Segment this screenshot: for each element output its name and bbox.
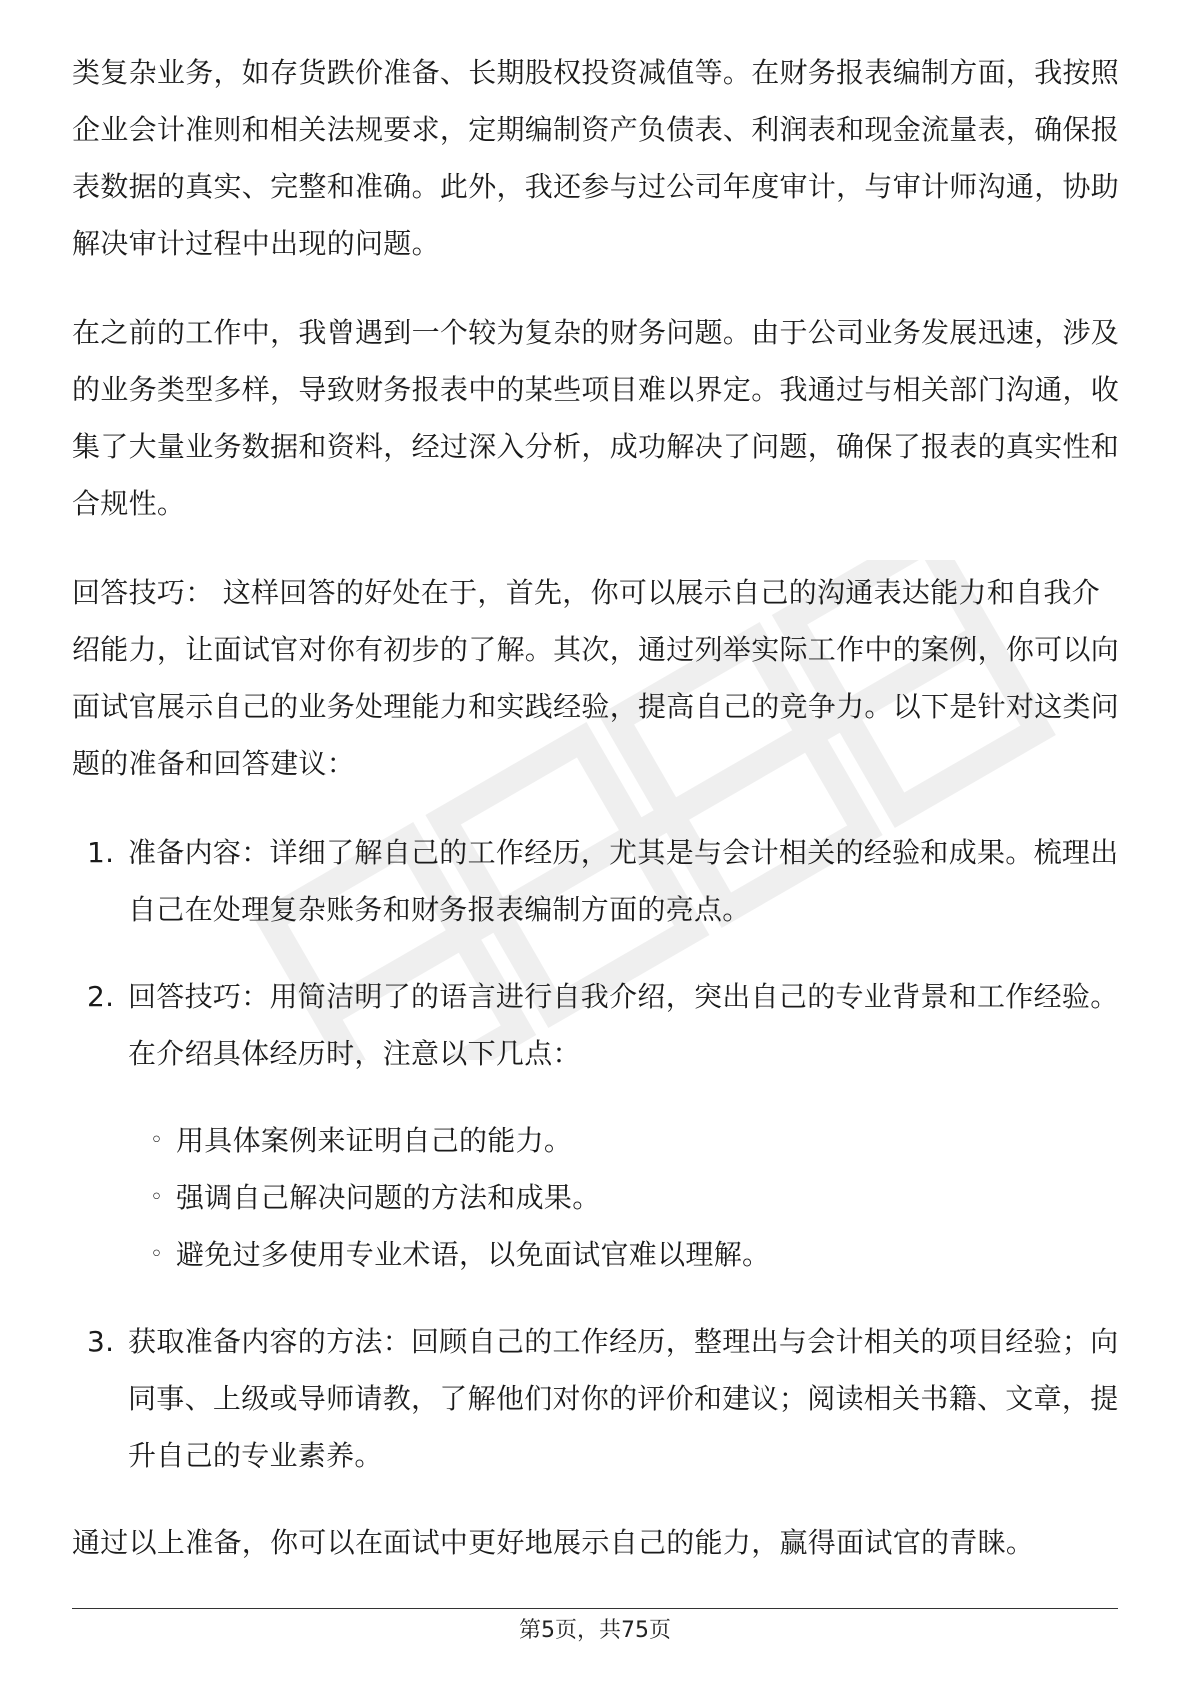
bullet-circle-icon: ◦ bbox=[150, 1128, 164, 1153]
document-body bbox=[72, 44, 1122, 1603]
list-item bbox=[72, 824, 1122, 938]
list-item bbox=[72, 968, 1122, 1283]
paragraph-answer-tips: 回答技巧： 这样回答的好处在于，首先，你可以展示自己的沟通表达能力和自我介绍能力，让面试官对你有初步的了解。其次，通过列举实际工作中的案例，你可以向面试官展示自己的业务处理能力和实践经验，提高自己的竞争力。以下是针对这类问题的准备和回答建议： bbox=[72, 576, 1120, 780]
bullet-item-text: 强调自己解决问题的方法和成果。 bbox=[176, 1181, 601, 1214]
bullet-item bbox=[128, 1112, 1122, 1169]
bullet-item-text: 避免过多使用专业术语，以免面试官难以理解。 bbox=[176, 1238, 771, 1271]
paragraph: 类复杂业务，如存货跌价准备、长期股权投资减值等。在财务报表编制方面，我按照企业会计准则和相关法规要求，定期编制资产负债表、利润表和现金流量表，确保报表数据的真实、完整和准确。此外，我还参与过公司年度审计，与审计师沟通，协助解决审计过程中出现的问题。 bbox=[72, 56, 1120, 260]
list-item-text: 回答技巧：用简洁明了的语言进行自我介绍，突出自己的专业背景和工作经验。在介绍具体经历时，注意以下几点： bbox=[128, 980, 1119, 1070]
list-item-text: 获取准备内容的方法：回顾自己的工作经历，整理出与会计相关的项目经验；向同事、上级或导师请教，了解他们对你的评价和建议；阅读相关书籍、文章，提升自己的专业素养。 bbox=[128, 1325, 1119, 1472]
bullet-circle-icon: ◦ bbox=[150, 1242, 164, 1267]
page-number: 第5页，共75页 bbox=[519, 1618, 671, 1643]
list-item-text: 准备内容：详细了解自己的工作经历，尤其是与会计相关的经验和成果。梳理出自己在处理复杂账务和财务报表编制方面的亮点。 bbox=[128, 836, 1119, 926]
paragraph: 在之前的工作中，我曾遇到一个较为复杂的财务问题。由于公司业务发展迅速，涉及的业务类型多样，导致财务报表中的某些项目难以界定。我通过与相关部门沟通，收集了大量业务数据和资料，经过深入分析，成功解决了问题，确保了报表的真实性和合规性。 bbox=[72, 316, 1120, 520]
numbered-list bbox=[72, 824, 1122, 1484]
footer-divider bbox=[72, 1608, 1118, 1609]
bullet-circle-icon: ◦ bbox=[150, 1185, 164, 1210]
bullet-item bbox=[128, 1226, 1122, 1283]
bullet-item bbox=[128, 1169, 1122, 1226]
list-number: 1. bbox=[87, 836, 115, 869]
bullet-list bbox=[128, 1112, 1122, 1283]
list-item bbox=[72, 1313, 1122, 1484]
list-number: 3. bbox=[87, 1325, 115, 1358]
list-number: 2. bbox=[87, 980, 115, 1013]
closing-paragraph: 通过以上准备，你可以在面试中更好地展示自己的能力，赢得面试官的青睐。 bbox=[72, 1526, 1035, 1559]
bullet-item-text: 用具体案例来证明自己的能力。 bbox=[176, 1124, 573, 1157]
